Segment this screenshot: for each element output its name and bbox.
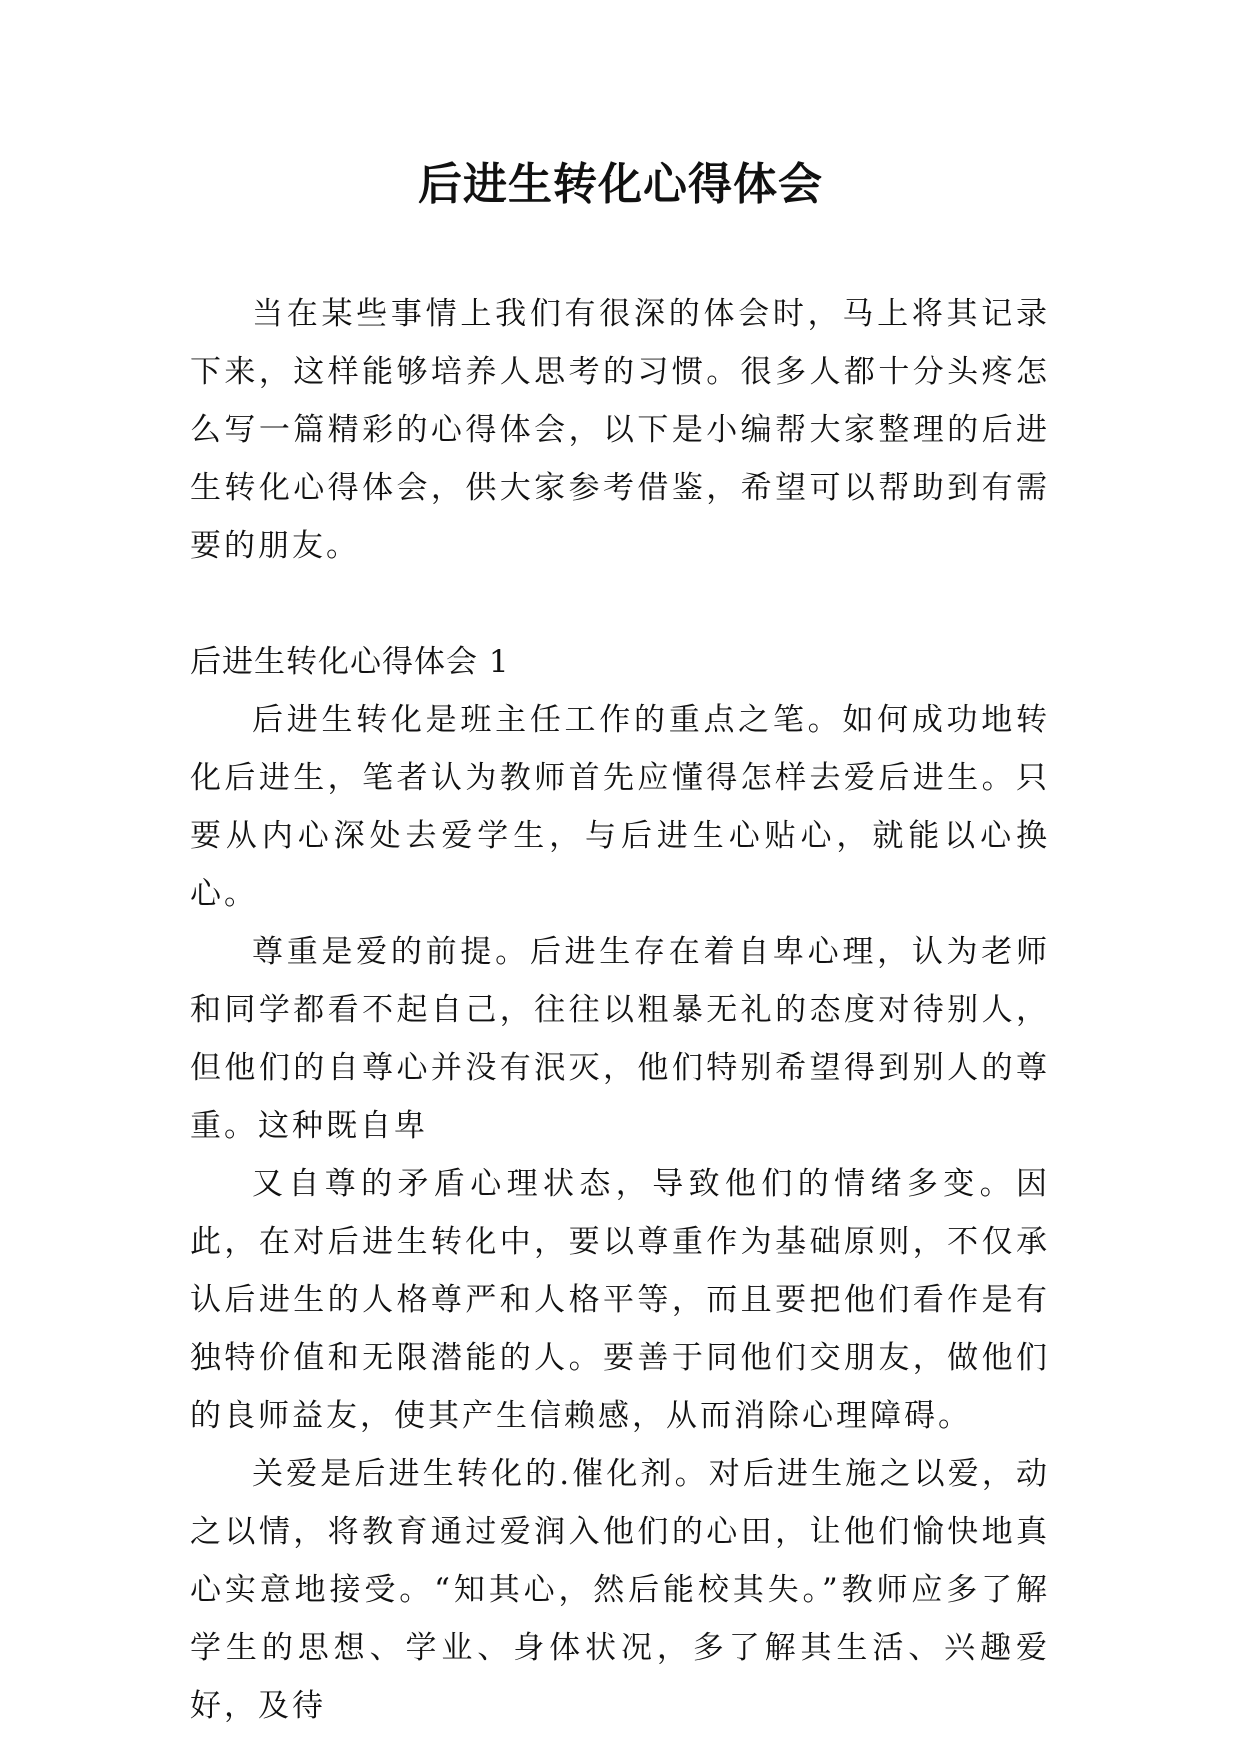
body-paragraph-3: 又自尊的矛盾心理状态，导致他们的情绪多变。因此，在对后进生转化中，要以尊重作为基础原则，不仅承认后进生的人格尊严和人格平等，而且要把他们看作是有独特价值和无限潜能的人。要善于同他们交朋友，做他们的良师益友，使其产生信赖感，从而消除心理障碍。 [190, 1166, 1050, 1434]
body-paragraph-4: 关爱是后进生转化的.催化剂。对后进生施之以爱，动之以情，将教育通过爱润入他们的心田，让他们愉快地真心实意地接受。“知其心，然后能校其失。”教师应多了解学生的思想、学业、身体状况，多了解其生活、兴趣爱好，及待 [190, 1456, 1050, 1724]
body-paragraph-1: 后进生转化是班主任工作的重点之笔。如何成功地转化后进生，笔者认为教师首先应懂得怎样去爱后进生。只要从内心深处去爱学生，与后进生心贴心，就能以心换心。 [190, 702, 1050, 912]
document-title: 后进生转化心得体会 [418, 159, 823, 210]
document-body [190, 285, 1050, 1735]
body-paragraph-2: 尊重是爱的前提。后进生存在着自卑心理，认为老师和同学都看不起自己，往往以粗暴无礼的态度对待别人，但他们的自尊心并没有泯灭，他们特别希望得到别人的尊重。这种既自卑 [190, 934, 1050, 1144]
section-heading: 后进生转化心得体会 1 [190, 644, 510, 680]
intro-paragraph: 当在某些事情上我们有很深的体会时，马上将其记录下来，这样能够培养人思考的习惯。很多人都十分头疼怎么写一篇精彩的心得体会，以下是小编帮大家整理的后进生转化心得体会，供大家参考借鉴，希望可以帮助到有需要的朋友。 [190, 296, 1050, 564]
